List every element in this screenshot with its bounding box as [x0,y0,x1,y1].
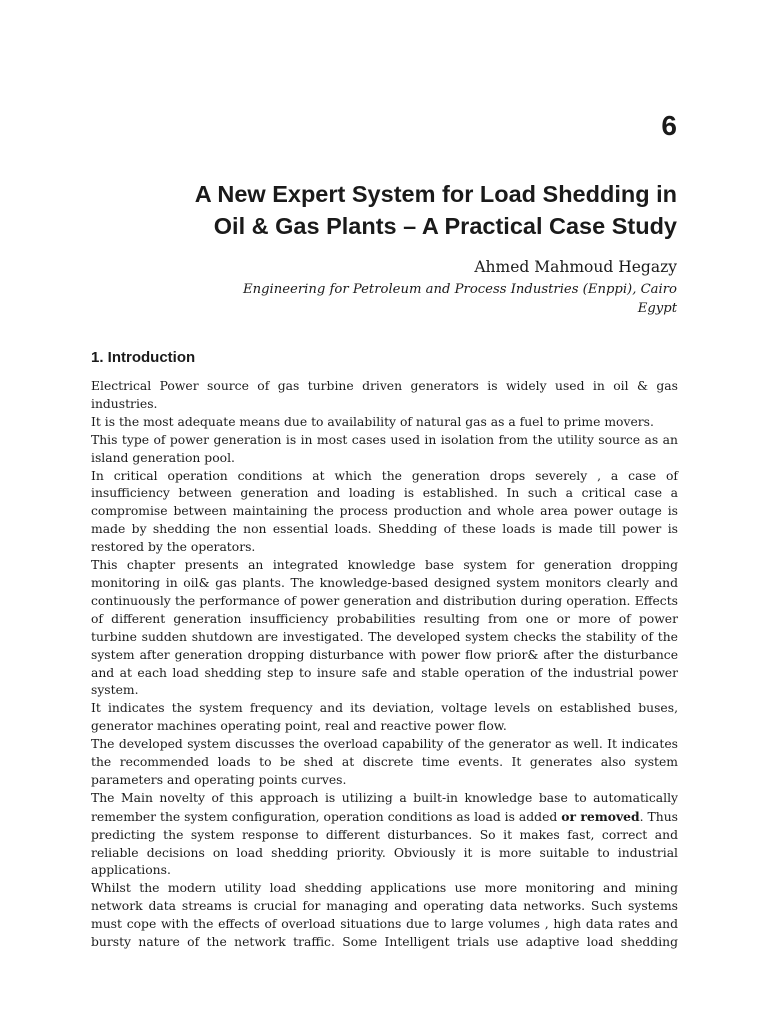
paragraph: This chapter presents an integrated knowledge base system for generation dropping monitoring in oil& gas plants. The knowledge-based designed system monitors clearly and continuously the performance of power generation and distribution during operation. Effects of different generation insufficiency probabilities resulting from one or more of power turbine sudden shutdown are investigated. The developed system checks the stability of the system after generation dropping disturbance with power flow prior& after the disturbance and at each load shedding step to insure safe and stable operation of the industrial power system. [91,558,678,698]
paragraph-text: The Main novelty of this approach is utilizing a built-in knowledge base to automatically remember the system configuration, operation conditions as load is added [91,790,678,824]
affiliation-line-2: Egypt [637,301,677,316]
chapter-title [90,178,677,242]
author-name: Ahmed Mahmoud Hegazy [474,258,677,276]
paragraph: Whilst the modern utility load shedding applications use more monitoring and mining network data streams is crucial for managing and operating data networks. Such systems must cope with the effects of overload situations due to large volumes , high data rates and bursty nature of the network traffic. Some Intelligent trials use adaptive load shedding [91,881,678,950]
paragraph-text: . Thus predicting the system response to different disturbances. So it makes fast, correct and reliable decisions on load shedding priority. Obviously it is more suitable to industrial applications. [91,809,679,878]
affiliation-line-1: Engineering for Petroleum and Process Industries (Enppi), Cairo [242,282,677,297]
paragraph: It indicates the system frequency and its deviation, voltage levels on established buses, generator machines operating point, real and reactive power flow. [91,701,678,734]
paragraph: It is the most adequate means due to availability of natural gas as a fuel to prime movers. [91,414,654,429]
chapter-number: 6 [661,110,677,141]
section-heading: 1. Introduction [91,349,196,366]
paragraph: Electrical Power source of gas turbine driven generators is widely used in oil & gas industries. [91,379,678,411]
body-text [91,378,678,952]
paragraph: In critical operation conditions at which the generation drops severely , a case of insufficiency between generation and loading is established. In such a critical case a compromise between maintaining the process production and whole area power outage is made by shedding the non essential loads. Shedding of these loads is made till power is restored by the operators. [91,468,678,555]
chapter-title-line-1: A New Expert System for Load Shedding in [194,181,677,207]
chapter-title-line-2: Oil & Gas Plants – A Practical Case Study [213,213,677,239]
paragraph [91,790,678,881]
bold-emphasis: or removed [561,808,640,824]
paragraph: This type of power generation is in most cases used in isolation from the utility source as an island generation pool. [91,432,678,465]
paragraph: The developed system discusses the overload capability of the generator as well. It indicates the recommended loads to be shed at discrete time events. It generates also system parameters and operating points curves. [91,737,678,787]
author-affiliation [243,280,677,318]
